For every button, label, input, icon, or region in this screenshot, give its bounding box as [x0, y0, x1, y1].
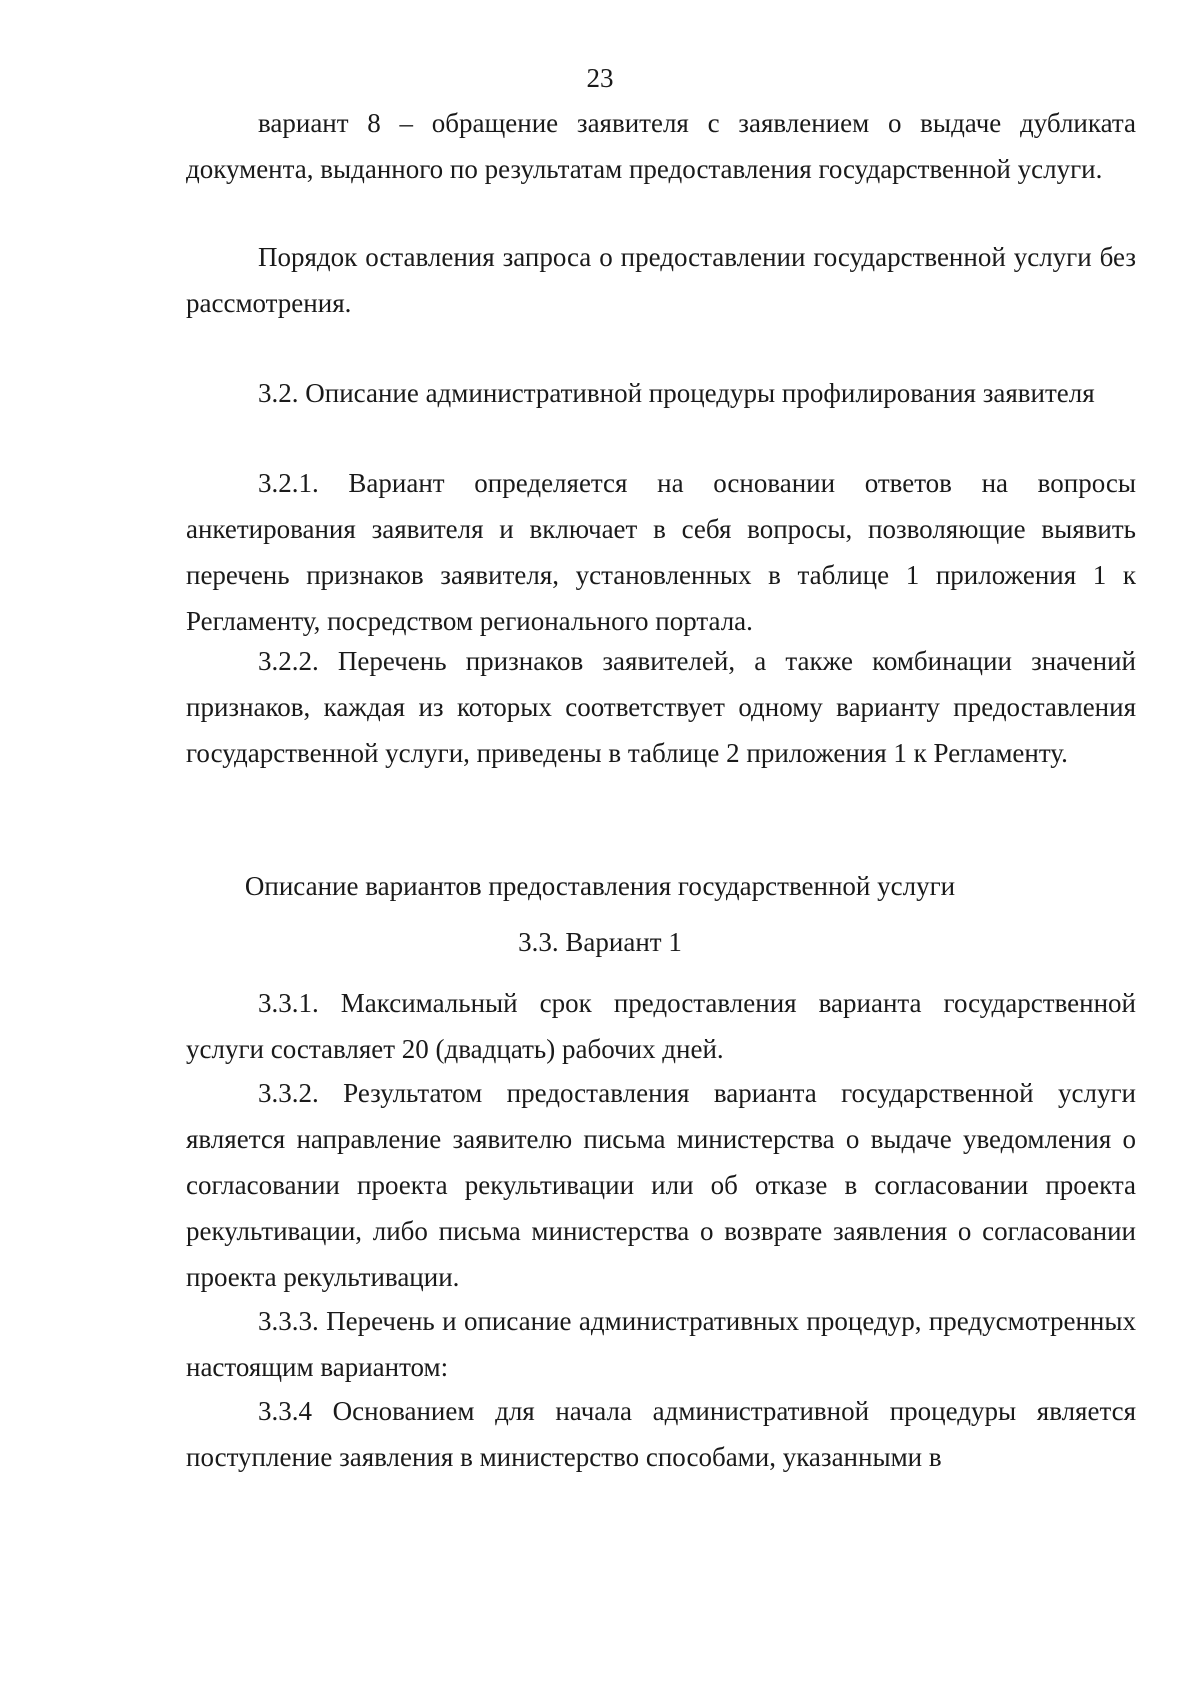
- paragraph-variant-8: [186, 100, 1136, 192]
- paragraph-text: 3.3.3. Перечень и описание административных процедур, предусмотренных настоящим вариантом:: [186, 1306, 1136, 1382]
- paragraph-3-2-2: [186, 638, 1136, 776]
- paragraph-text: 3.3.2. Результатом предоставления варианта государственной услуги является направление заявителю письма министерства о выдаче уведомления о согласовании проекта рекультивации или об отказе в согласовании проекта рекультивации, либо письма министерства о возврате заявления о согласовании проекта рекультивации.: [186, 1078, 1136, 1292]
- paragraph-3-3-2: [186, 1070, 1136, 1300]
- paragraph-3-3-1: [186, 980, 1136, 1072]
- paragraph-text: 3.3.4 Основанием для начала административной процедуры является поступление заявления в министерство способами, указанными в: [186, 1396, 1136, 1472]
- paragraph-text: 3.2. Описание административной процедуры профилирования заявителя: [258, 378, 1095, 408]
- paragraph-leave-request: [186, 234, 1136, 326]
- paragraph-text: 3.2.1. Вариант определяется на основании ответов на вопросы анкетирования заявителя и включает в себя вопросы, позволяющие выявить перечень признаков заявителя, установленных в таблице 1 приложения 1 к Регламенту, посредством регионального портала.: [186, 468, 1136, 636]
- paragraph-3-3-3: [186, 1298, 1136, 1390]
- paragraph-text: Порядок оставления запроса о предоставлении государственной услуги без рассмотрения.: [186, 242, 1136, 318]
- page-number: 23: [586, 63, 614, 93]
- paragraph-text: 3.3.1. Максимальный срок предоставления варианта государственной услуги составляет 20 (двадцать) рабочих дней.: [186, 988, 1136, 1064]
- paragraph-text: вариант 8 – обращение заявителя с заявлением о выдаче дубликата документа, выданного по результатам предоставления государственной услуги.: [186, 108, 1136, 184]
- paragraph-3-2-1: [186, 460, 1136, 644]
- variant-1-heading: 3.3. Вариант 1: [518, 927, 682, 957]
- variants-section-title: Описание вариантов предоставления государственной услуги: [244, 871, 956, 901]
- paragraph-3-3-4: [186, 1388, 1136, 1480]
- paragraph-text: 3.2.2. Перечень признаков заявителей, а также комбинации значений признаков, каждая из которых соответствует одному варианту предоставления государственной услуги, приведены в таблице 2 приложения 1 к Регламенту.: [186, 646, 1136, 768]
- section-3-2-heading: [186, 370, 1136, 416]
